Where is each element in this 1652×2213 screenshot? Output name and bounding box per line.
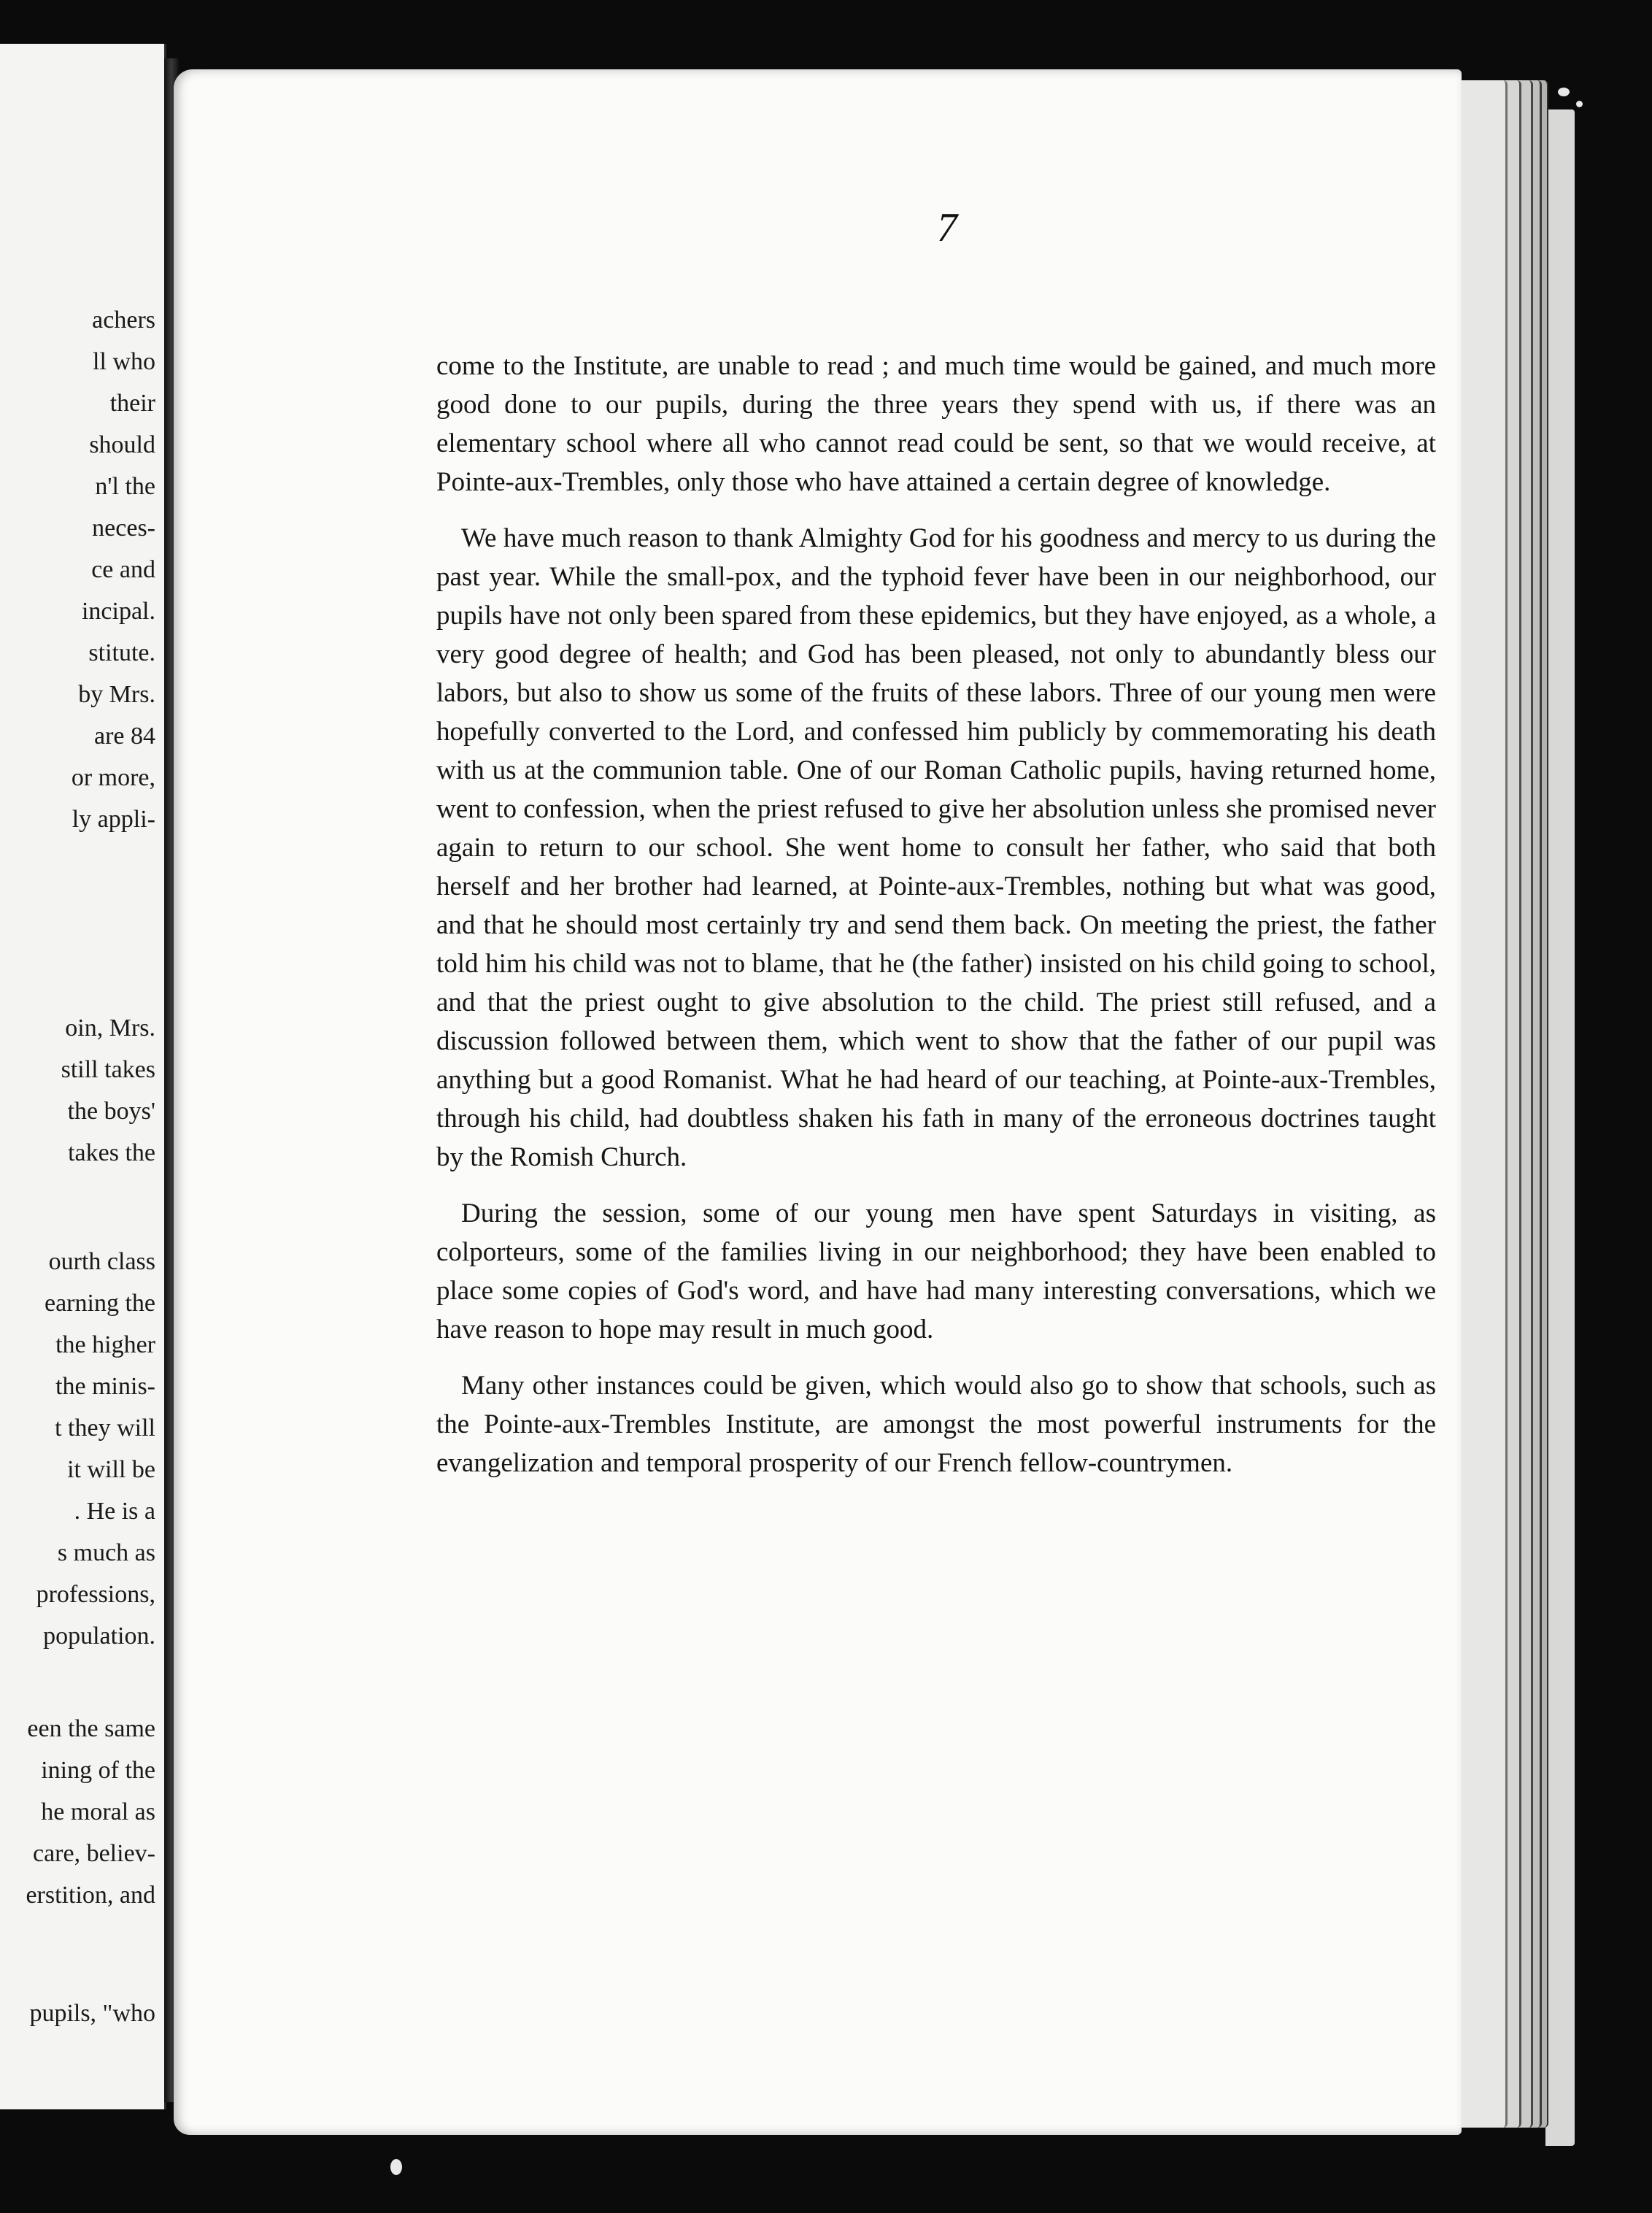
left-text-block-bottom	[26, 1708, 155, 1916]
left-line: still takes	[61, 1056, 155, 1083]
left-line: population.	[43, 1623, 155, 1650]
main-page	[174, 69, 1462, 2135]
scan-speck	[1558, 88, 1570, 96]
left-line: by Mrs.	[78, 681, 155, 708]
left-line: ll who	[93, 348, 155, 375]
left-line: s much as	[57, 1539, 155, 1566]
left-line: . He is a	[74, 1498, 155, 1525]
left-line: oin, Mrs.	[65, 1015, 155, 1042]
left-line: takes the	[68, 1139, 155, 1166]
scan-speck	[390, 2159, 402, 2175]
left-line: pupils, "who	[29, 2000, 155, 2027]
left-line: een the same	[27, 1715, 155, 1742]
left-line: neces-	[92, 515, 155, 542]
left-line: the boys'	[67, 1098, 155, 1125]
page-edge	[1545, 109, 1575, 2146]
page-edge	[1456, 80, 1508, 2128]
page-number: 7	[937, 205, 957, 250]
left-line: stitute.	[88, 639, 155, 666]
paragraph: We have much reason to thank Almighty God for his goodness and mercy to us during the past year. While the small-pox, and the typhoid fever have been in our neighborhood, our pupils have not only been spared from these epidemics, but they have enjoyed, as a whole, a very good degree of health; and God has been pleased, not only to abundantly bless our labors, but also to show us some of the fruits of these labors. Three of our young men were hopefully converted to the Lord, and confessed him publicly by commemorating his death with us at the communion table. One of our Roman Catholic pupils, having returned home, went to confession, when the priest refused to give her absolution unless she promised never again to return to our school. She went home to consult her father, who said that both herself and her brother had learned, at Pointe-aux-Trembles, nothing but what was good, and that he should most certainly try and send them back. On meeting the priest, the father told him his child was not to blame, that he (the father) insisted on his child going to school, and that the priest ought to give absolution to the child. The priest still refused, and a discussion followed between them, which went to show that the father of our pupil was anything but a good Romanist. What he had heard of our teaching, at Pointe-aux-Trembles, through his child, had doubtless shaken his fath in many of the erroneous doctrines taught by the Romish Church.	[436, 523, 1436, 1172]
left-line: the higher	[55, 1331, 155, 1358]
paragraph: come to the Institute, are unable to read ; and much time would be gained, and much more good done to our pupils, during the three years they spend with us, if there was an elementary school where all who cannot read could be sent, so that we would receive, at Pointe-aux-Trembles, only those who have attained a certain degree of knowledge.	[436, 351, 1436, 497]
left-line: are 84	[93, 723, 155, 750]
left-line: or more,	[71, 764, 155, 791]
page-body	[436, 347, 1436, 1500]
left-text-block-middle	[61, 1007, 155, 1174]
paragraph: Many other instances could be given, which would also go to show that schools, such as the Pointe-aux-Trembles Institute, are amongst the most powerful instruments for the evangelization and temporal prosperity of our French fellow-countrymen.	[436, 1371, 1436, 1478]
left-line: achers	[92, 307, 155, 334]
left-text-block-lower	[36, 1241, 155, 1657]
left-line: their	[109, 390, 155, 417]
left-line: ining of the	[41, 1757, 155, 1784]
left-line: earning the	[45, 1290, 155, 1317]
left-line: incipal.	[81, 598, 155, 625]
left-line: ourth class	[48, 1248, 155, 1275]
left-text-block-last	[29, 1993, 155, 2034]
left-line: t they will	[55, 1415, 155, 1442]
left-line: should	[89, 431, 155, 458]
left-line: it will be	[67, 1456, 155, 1483]
left-line: n'l the	[95, 473, 155, 500]
left-line: care, believ-	[33, 1840, 155, 1867]
left-line: professions,	[36, 1581, 155, 1608]
left-line: ce and	[91, 556, 155, 583]
left-line: he moral as	[41, 1798, 155, 1825]
left-line: ly appli-	[72, 806, 155, 833]
paragraph: During the session, some of our young men have spent Saturdays in visiting, as colporteurs, some of the families living in our neighborhood; they have been enabled to place some copies of God's word, and have had many interesting conversations, which we have reason to hope may result in much good.	[436, 1198, 1436, 1344]
left-text-block-top	[72, 299, 155, 840]
scan-speck	[1576, 101, 1583, 107]
left-line: erstition, and	[26, 1882, 155, 1909]
left-facing-page	[0, 44, 166, 2109]
left-line: the minis-	[55, 1373, 155, 1400]
